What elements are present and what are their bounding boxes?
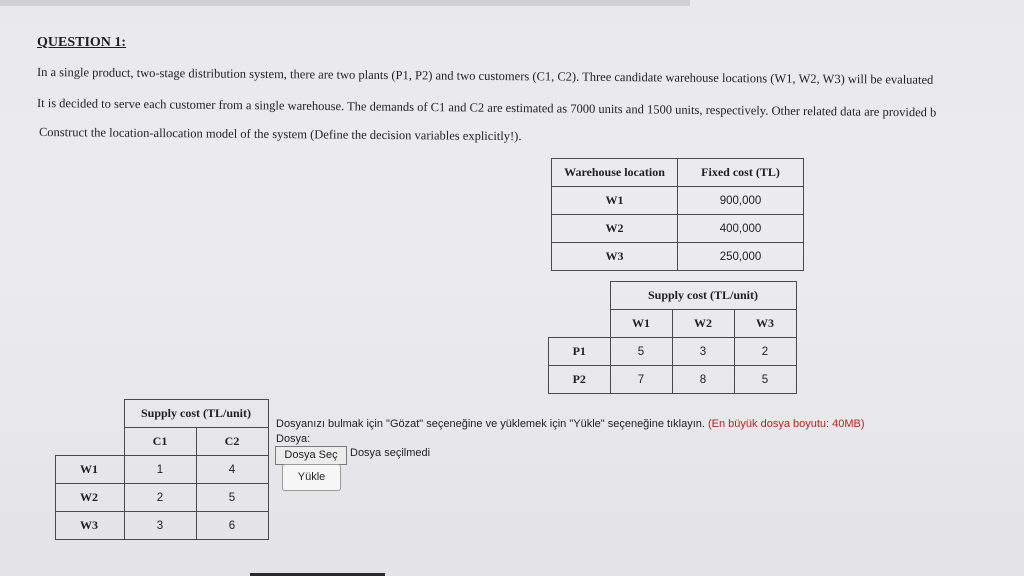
table-cell: 7 bbox=[610, 366, 672, 394]
choose-file-button[interactable]: Dosya Seç bbox=[275, 446, 347, 465]
table-cell: 5 bbox=[196, 484, 268, 512]
upload-button[interactable]: Yükle bbox=[282, 464, 341, 491]
upload-size-limit: (En büyük dosya boyutu: 40MB) bbox=[708, 418, 865, 430]
question-title: QUESTION 1: bbox=[37, 35, 127, 50]
plant-supply-cost-table bbox=[548, 281, 797, 394]
row-label: W3 bbox=[56, 512, 125, 540]
table-cell: 2 bbox=[734, 338, 796, 366]
table-row bbox=[549, 366, 797, 394]
top-bar bbox=[0, 0, 690, 6]
table-cell: 3 bbox=[672, 338, 734, 366]
table-cell: 900,000 bbox=[678, 187, 804, 215]
table-header: Warehouse location bbox=[552, 159, 678, 187]
row-label: W1 bbox=[56, 456, 125, 484]
row-label: P2 bbox=[549, 366, 611, 394]
table-row bbox=[552, 187, 804, 215]
table-cell: 4 bbox=[196, 456, 268, 484]
table-row bbox=[56, 456, 269, 484]
table-cell: 5 bbox=[734, 366, 796, 394]
table-cell: W2 bbox=[552, 215, 678, 243]
question-text-line-1: In a single product, two-stage distribution system, there are two plants (P1, P2) and two customers (C1, C2). Three candidate warehouse locations (W1, W2, W3) will be evaluated bbox=[36, 65, 934, 87]
table-row bbox=[56, 484, 269, 512]
table-cell: 1 bbox=[124, 456, 196, 484]
table-row bbox=[552, 243, 804, 271]
question-text-line-2: It is decided to serve each customer from a single warehouse. The demands of C1 and C2 are estimated as 7000 units and 1500 units, respectively. Other related data are provided b bbox=[36, 96, 937, 120]
table-cell: 2 bbox=[124, 484, 196, 512]
table-cell: W3 bbox=[552, 243, 678, 271]
table-header: Fixed cost (TL) bbox=[678, 159, 804, 187]
table-cell: 250,000 bbox=[678, 243, 804, 271]
table-row bbox=[549, 338, 797, 366]
question-text-line-3: Construct the location-allocation model of the system (Define the decision variables explicitly!). bbox=[38, 125, 522, 144]
table-title: Supply cost (TL/unit) bbox=[124, 400, 268, 428]
row-label: P1 bbox=[549, 338, 611, 366]
table-cell: 3 bbox=[124, 512, 196, 540]
table-header: W1 bbox=[610, 310, 672, 338]
file-label: Dosya: bbox=[276, 433, 311, 445]
table-cell: 8 bbox=[672, 366, 734, 394]
row-label: W2 bbox=[56, 484, 125, 512]
table-row bbox=[56, 512, 269, 540]
table-title: Supply cost (TL/unit) bbox=[610, 282, 796, 310]
table-cell: W1 bbox=[552, 187, 678, 215]
customer-supply-cost-table bbox=[55, 399, 269, 540]
table-row bbox=[552, 215, 804, 243]
no-file-status: Dosya seçilmedi bbox=[350, 447, 431, 459]
table-header: C1 bbox=[124, 428, 196, 456]
table-header: W2 bbox=[672, 310, 734, 338]
table-cell: 400,000 bbox=[678, 215, 804, 243]
upload-instruction bbox=[276, 418, 865, 430]
upload-instruction-text: Dosyanızı bulmak için "Gözat" seçeneğine ve yüklemek için "Yükle" seçeneğine tıklayın. bbox=[276, 418, 708, 430]
table-cell: 5 bbox=[610, 338, 672, 366]
table-header: C2 bbox=[196, 428, 268, 456]
table-header: W3 bbox=[734, 310, 796, 338]
fixed-cost-table bbox=[551, 158, 804, 271]
table-cell: 6 bbox=[196, 512, 268, 540]
